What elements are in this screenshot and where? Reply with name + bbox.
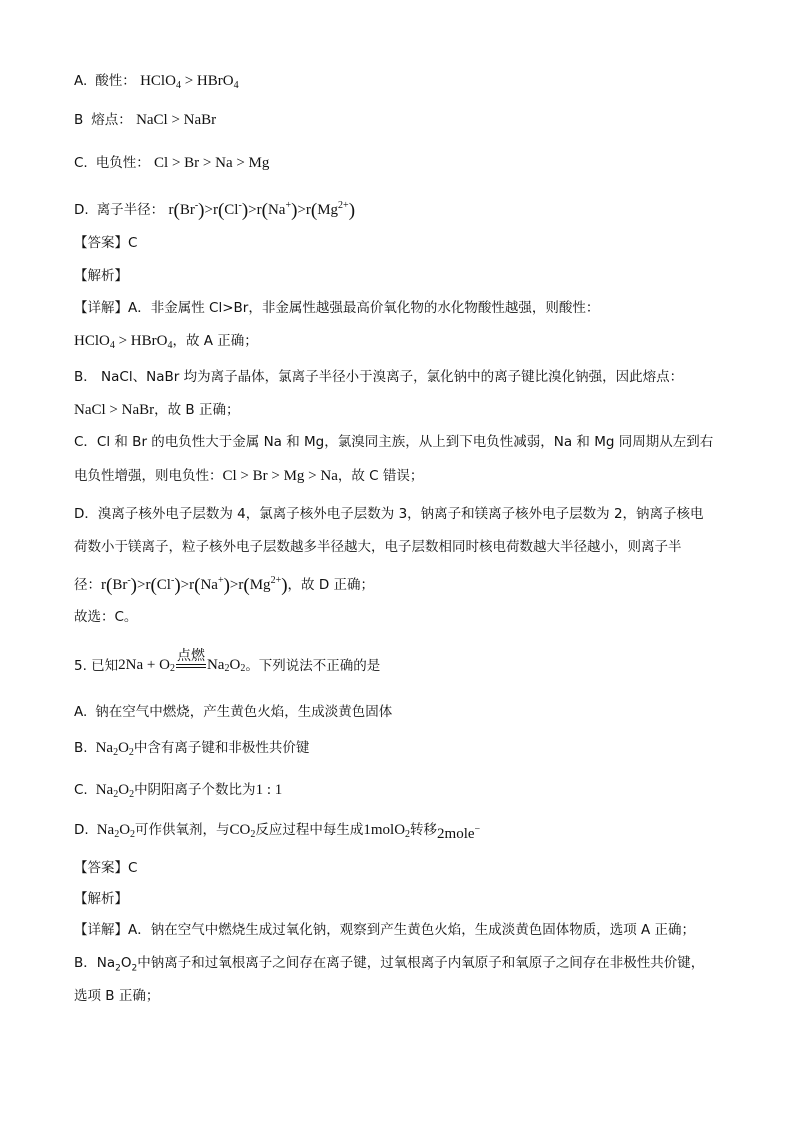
co2-formula: $CO_2$ bbox=[229, 822, 256, 840]
acidity-formula-2: HClO$_4$ > HBrO$_4$ bbox=[74, 333, 173, 351]
q4-detail-line-8: 荷数小于镁离子，粒子核外电子层数越多半径越大，电子层数相同时核电荷数越大半径越小，则离子半 bbox=[74, 539, 682, 555]
option-a-text: 酸性： bbox=[95, 73, 136, 89]
option-b-text: 熔点： bbox=[91, 112, 132, 128]
melting-formula: NaCl > NaBr bbox=[136, 112, 217, 128]
q5-option-d: D. $Na_2O_2$可作供氧剂，与$CO_2$反应过程中每生成1molO$_2$转移2mole− bbox=[74, 822, 481, 842]
option-b bbox=[74, 110, 216, 130]
acidity-formula: HClO$_4$ > HBrO$_4$ bbox=[140, 73, 239, 91]
electronegativity-formula-2: Cl > Br > Mg > Na bbox=[222, 468, 338, 484]
q4-detail-line-1: 【详解】A．非金属性 Cl>Br，非金属性越强最高价氧化物的水化物酸性越强，则酸性： bbox=[74, 300, 600, 316]
na2o2-text: $Na_2O_2$ bbox=[96, 955, 138, 974]
reaction-equation: 2Na + O 2 点燃 Na $_2$ O 2 bbox=[118, 648, 246, 674]
q4-detail-line-9: 径：$r(Br^-)>r(Cl^-)>r(Na^+)>r(Mg^{2+})$，故 D 正确； bbox=[74, 575, 375, 596]
option-a bbox=[74, 71, 239, 96]
q5-answer: 【答案】C bbox=[74, 860, 138, 876]
q5-option-b: B. $Na_2O_2$中含有离子键和非极性共价键 bbox=[74, 740, 310, 758]
option-b-label: B bbox=[74, 112, 84, 128]
q4-detail-line-5: C．Cl 和 Br 的电负性大于金属 Na 和 Mg，氯溴同主族，从上到下电负性减弱，Na 和 Mg 同周期从左到右 bbox=[74, 434, 714, 450]
na2o2-formula: $Na_2O_2$ bbox=[95, 740, 134, 758]
q4-conclusion: 故选：C。 bbox=[74, 609, 138, 625]
melting-formula-2: NaCl > NaBr bbox=[74, 402, 155, 418]
radius-formula-2: $r(Br^-)>r(Cl^-)>r(Na^+)>r(Mg^{2+})$ bbox=[101, 575, 288, 596]
ratio: 1 : 1 bbox=[255, 782, 283, 798]
q5-stem: 5. 已知 2Na + O 2 点燃 Na $_2$ O 2 。下列说法不正确的是 bbox=[74, 648, 381, 674]
option-c bbox=[74, 153, 269, 173]
option-d bbox=[74, 196, 355, 221]
q5-detail-line-1: 【详解】A．钠在空气中燃烧生成过氧化钠，观察到产生黄色火焰，生成淡黄色固体物质，选项 A 正确； bbox=[74, 922, 696, 938]
q4-answer: 【答案】C bbox=[74, 235, 138, 251]
q4-detail-line-2: HClO$_4$ > HBrO$_4$，故 A 正确； bbox=[74, 333, 258, 351]
q5-detail-line-2: B．$Na_2O_2$中钠离子和过氧根离子之间存在离子键，过氧根离子内氧原子和氧原子之间存在非极性共价键， bbox=[74, 955, 705, 974]
option-a-label: A. bbox=[74, 73, 88, 89]
radius-formula: $r(Br^-)>r(Cl^-)>r(Na^+)>r(Mg^{2+})$ bbox=[168, 200, 356, 221]
electronegativity-formula: Cl > Br > Na > Mg bbox=[154, 155, 270, 171]
q5-analysis: 【解析】 bbox=[74, 891, 128, 907]
q4-detail-line-4: NaCl > NaBr，故 B 正确； bbox=[74, 402, 240, 418]
reaction-condition: 点燃 bbox=[176, 649, 206, 674]
one-mol-o2: 1molO$_2$ bbox=[363, 822, 411, 840]
option-c-text: 电负性： bbox=[95, 155, 150, 171]
q5-option-a: A. 钠在空气中燃烧，产生黄色火焰，生成淡黄色固体 bbox=[74, 704, 393, 720]
q5-detail-line-3: 选项 B 正确； bbox=[74, 988, 160, 1004]
q4-detail-line-6: 电负性增强，则电负性：Cl > Br > Mg > Na，故 C 错误； bbox=[74, 468, 424, 484]
q5-option-c: C. $Na_2O_2$中阴阳离子个数比为1 : 1 bbox=[74, 782, 283, 800]
electron-transfer: 2mole− bbox=[437, 824, 481, 842]
q4-detail-line-7: D．溴离子核外电子层数为 4，氯离子核外电子层数为 3，钠离子和镁离子核外电子层数为 2，钠离子核电 bbox=[74, 506, 704, 522]
q4-analysis: 【解析】 bbox=[74, 268, 128, 284]
option-d-text: 离子半径： bbox=[96, 202, 165, 218]
q4-detail-line-3: B． NaCl、NaBr 均为离子晶体，氯离子半径小于溴离子，氯化钠中的离子键比溴化钠强，因此熔点： bbox=[74, 369, 684, 385]
option-c-label: C. bbox=[74, 155, 88, 171]
option-d-label: D. bbox=[74, 202, 89, 218]
